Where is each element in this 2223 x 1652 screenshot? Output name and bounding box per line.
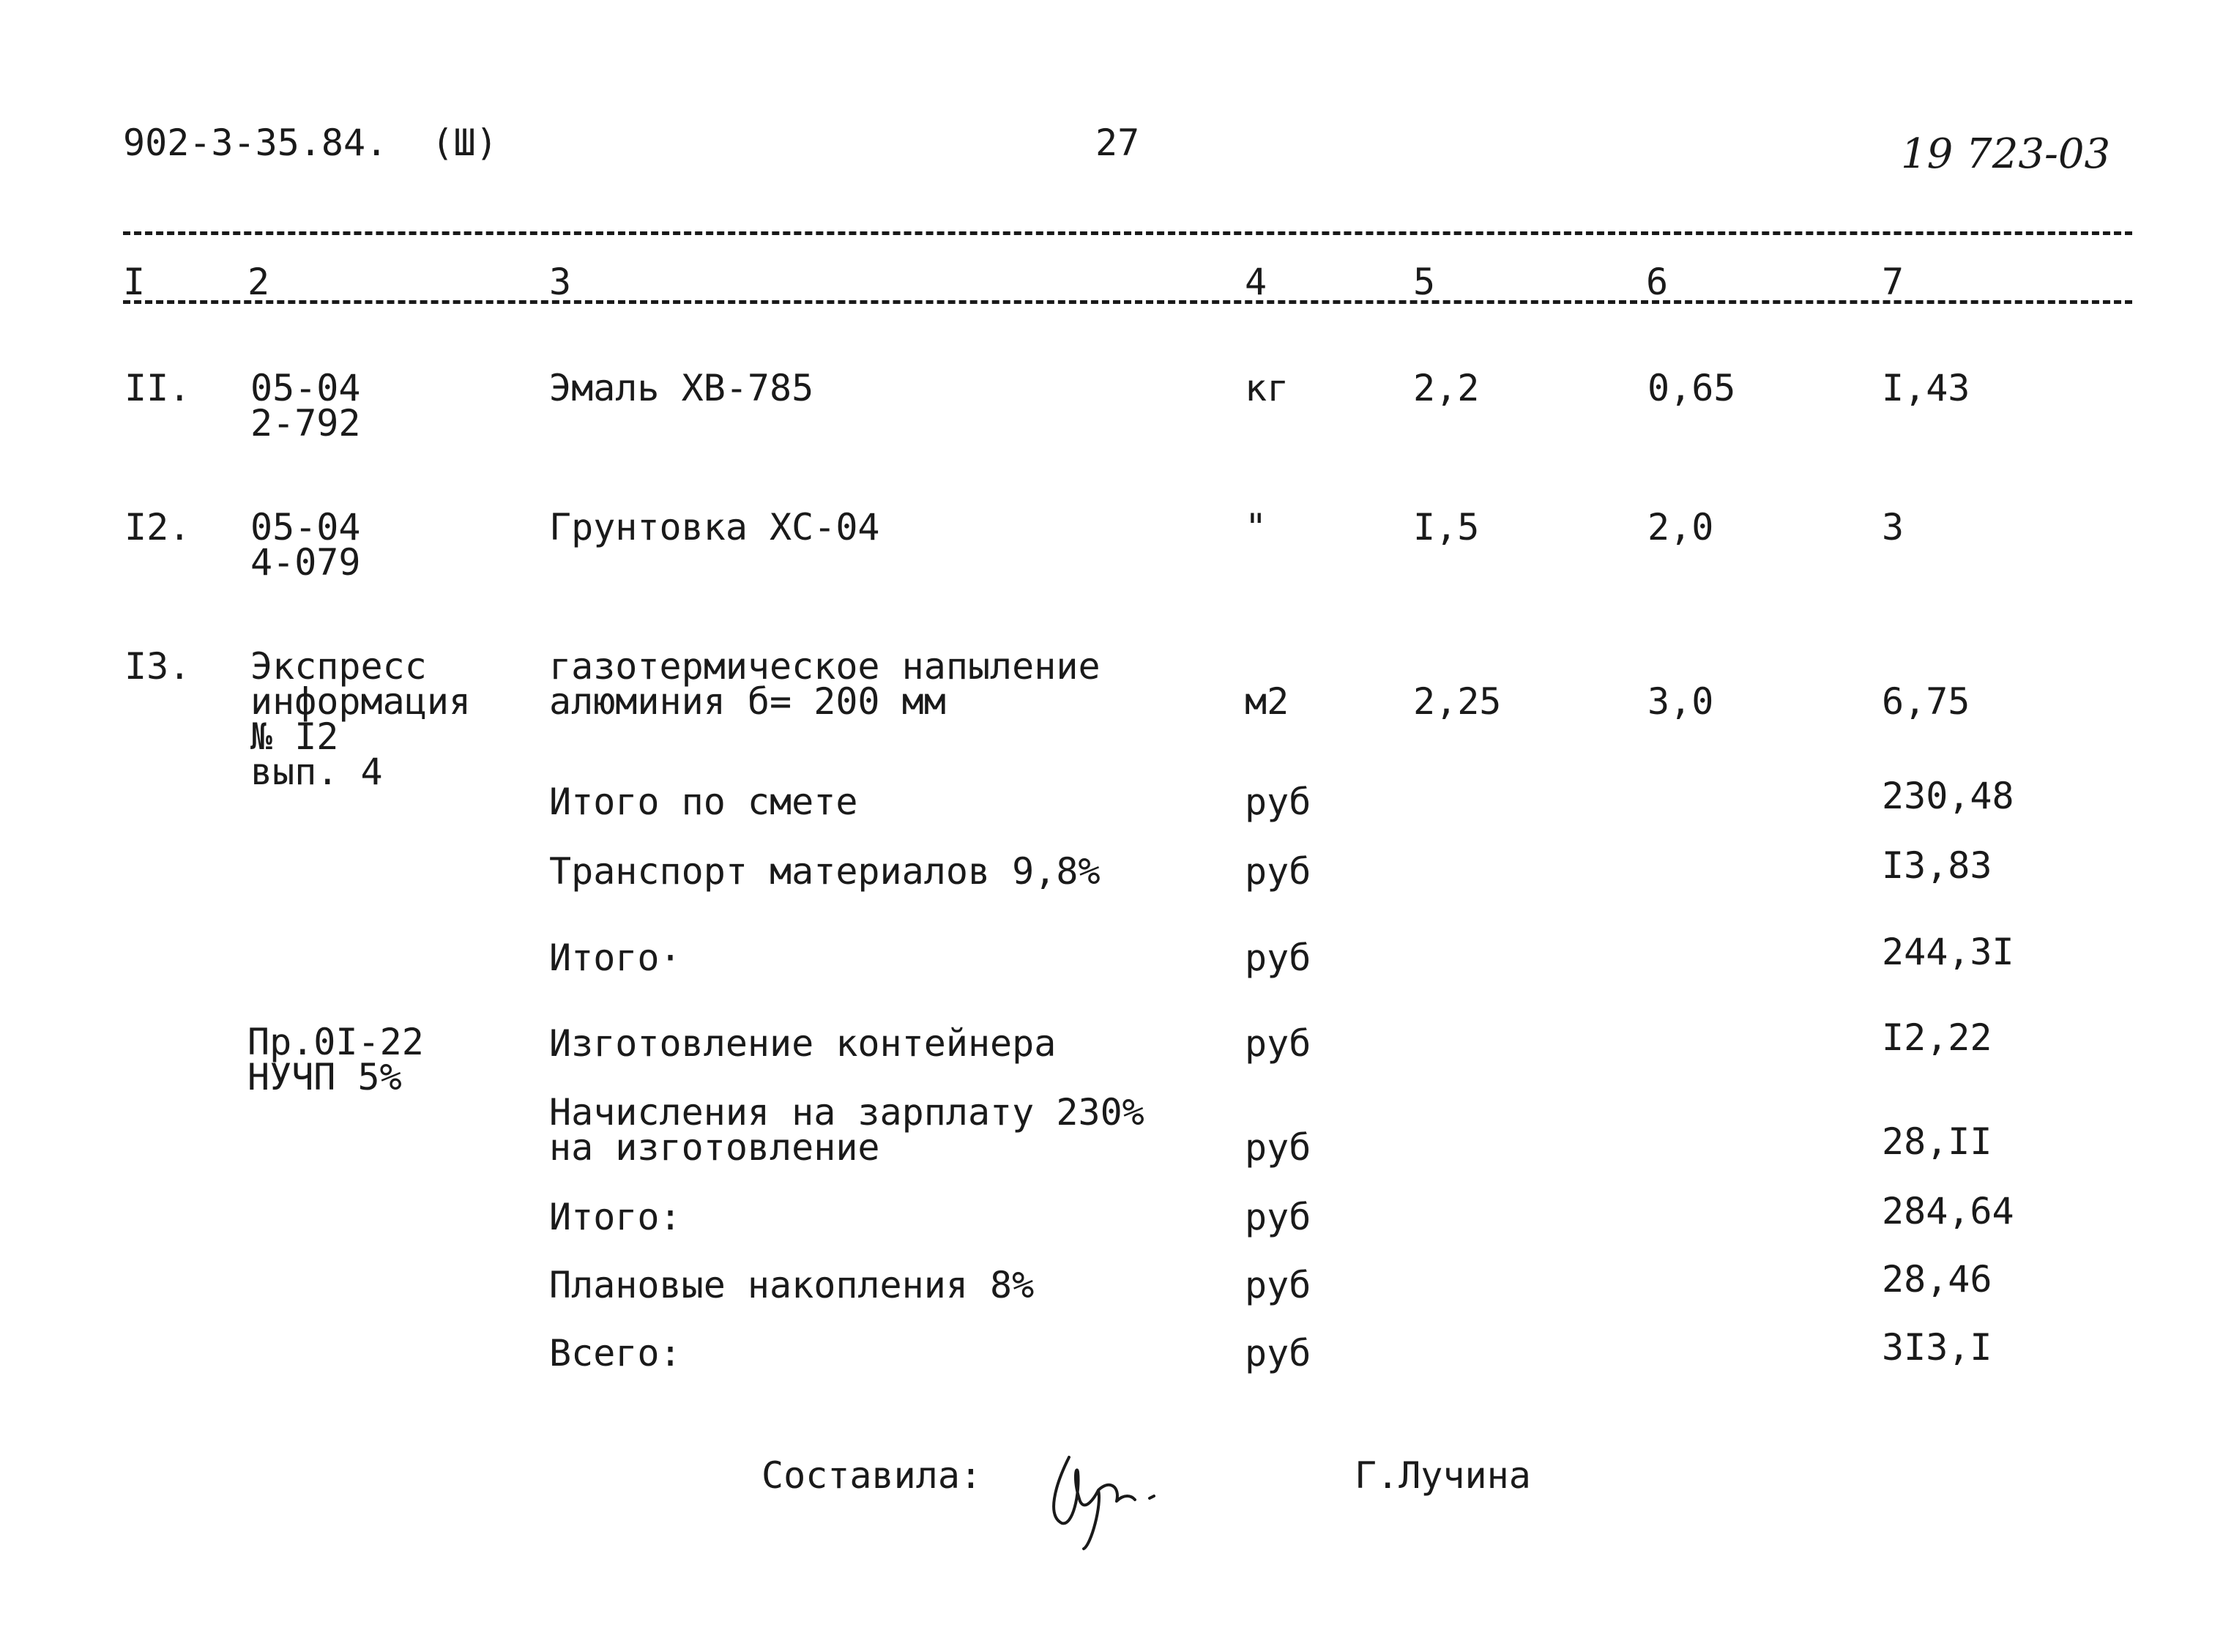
- summary-unit: руб: [1245, 1332, 1311, 1374]
- summary-unit: руб: [1245, 1264, 1311, 1306]
- handwritten-reference: 19 723-03: [1901, 130, 2111, 178]
- row-name: Грунтовка ХС-04: [549, 506, 880, 548]
- page-number: 27: [1095, 122, 1140, 164]
- row-code-line: 05-04: [250, 506, 361, 548]
- row-price: 0,65: [1647, 367, 1736, 409]
- summary-total: I2,22: [1882, 1016, 1992, 1059]
- summary-total: 284,64: [1882, 1190, 2014, 1232]
- row-quantity: 2,25: [1413, 680, 1502, 723]
- summary-unit: руб: [1245, 1126, 1311, 1169]
- summary-label: Плановые накопления 8%: [549, 1264, 1035, 1306]
- row-number: II.: [124, 367, 191, 409]
- row-unit: ": [1245, 506, 1267, 548]
- row-total: I,43: [1882, 367, 1970, 409]
- row-code-line: вып. 4: [250, 751, 383, 793]
- row-code-line: № I2: [250, 715, 339, 758]
- summary-label: Транспорт материалов 9,8%: [549, 850, 1101, 893]
- summary-total: I3,83: [1882, 844, 1992, 887]
- summary-label: Итого по смете: [549, 781, 858, 823]
- row-unit: кг: [1245, 367, 1289, 409]
- row-name-line: алюминия б= 200 мм: [549, 680, 946, 723]
- signer-name: Г.Лучина: [1355, 1454, 1531, 1497]
- column-header-5: 5: [1413, 261, 1436, 303]
- summary-total: 28,II: [1882, 1120, 1992, 1163]
- row-unit: м2: [1245, 680, 1289, 723]
- row-name: Эмаль ХВ-785: [549, 367, 814, 409]
- summary-code-line: Пр.0I-22: [247, 1021, 424, 1063]
- header-rule-bottom: [123, 300, 2132, 304]
- summary-label: Итого·: [549, 937, 682, 979]
- row-name-line: газотермическое напыление: [549, 645, 1101, 688]
- signature: [1040, 1435, 1186, 1552]
- row-quantity: I,5: [1413, 506, 1480, 548]
- summary-code-line: НУЧП 5%: [247, 1056, 402, 1098]
- summary-label: Изготовление контейнера: [549, 1022, 1057, 1065]
- summary-unit: руб: [1245, 781, 1311, 823]
- summary-unit: руб: [1245, 1022, 1311, 1065]
- compiled-by-label: Составила:: [762, 1454, 983, 1497]
- row-number: I3.: [124, 645, 191, 688]
- column-header-3: 3: [549, 261, 572, 303]
- row-quantity: 2,2: [1413, 367, 1480, 409]
- row-code-line: 2-792: [250, 402, 361, 444]
- row-code-line: 05-04: [250, 367, 361, 409]
- summary-unit: руб: [1245, 1196, 1311, 1238]
- column-header-4: 4: [1245, 261, 1267, 303]
- summary-total: 244,3I: [1882, 931, 2014, 973]
- row-number: I2.: [124, 506, 191, 548]
- summary-label: Всего:: [549, 1332, 682, 1374]
- summary-total: 28,46: [1882, 1258, 1992, 1301]
- row-total: 6,75: [1882, 680, 1970, 723]
- column-header-7: 7: [1882, 261, 1904, 303]
- column-header-2: 2: [247, 261, 270, 303]
- column-header-1: I: [123, 261, 146, 303]
- summary-label: Итого:: [549, 1196, 682, 1238]
- row-total: 3: [1882, 506, 1904, 548]
- row-code-line: информация: [250, 680, 472, 723]
- row-code-line: 4-079: [250, 541, 361, 584]
- summary-total: 3I3,I: [1882, 1326, 1992, 1369]
- summary-label-line: Начисления на зарплату 230%: [549, 1091, 1144, 1134]
- summary-unit: руб: [1245, 850, 1311, 893]
- header-rule-top: [123, 231, 2132, 235]
- document-code: 902-3-35.84. (Ш): [123, 122, 498, 164]
- row-price: 3,0: [1647, 680, 1714, 723]
- row-code-line: Экспресс: [250, 645, 427, 688]
- column-header-6: 6: [1646, 261, 1669, 303]
- row-price: 2,0: [1647, 506, 1714, 548]
- summary-total: 230,48: [1882, 775, 2014, 817]
- summary-label-line: на изготовление: [549, 1126, 880, 1169]
- summary-unit: руб: [1245, 937, 1311, 979]
